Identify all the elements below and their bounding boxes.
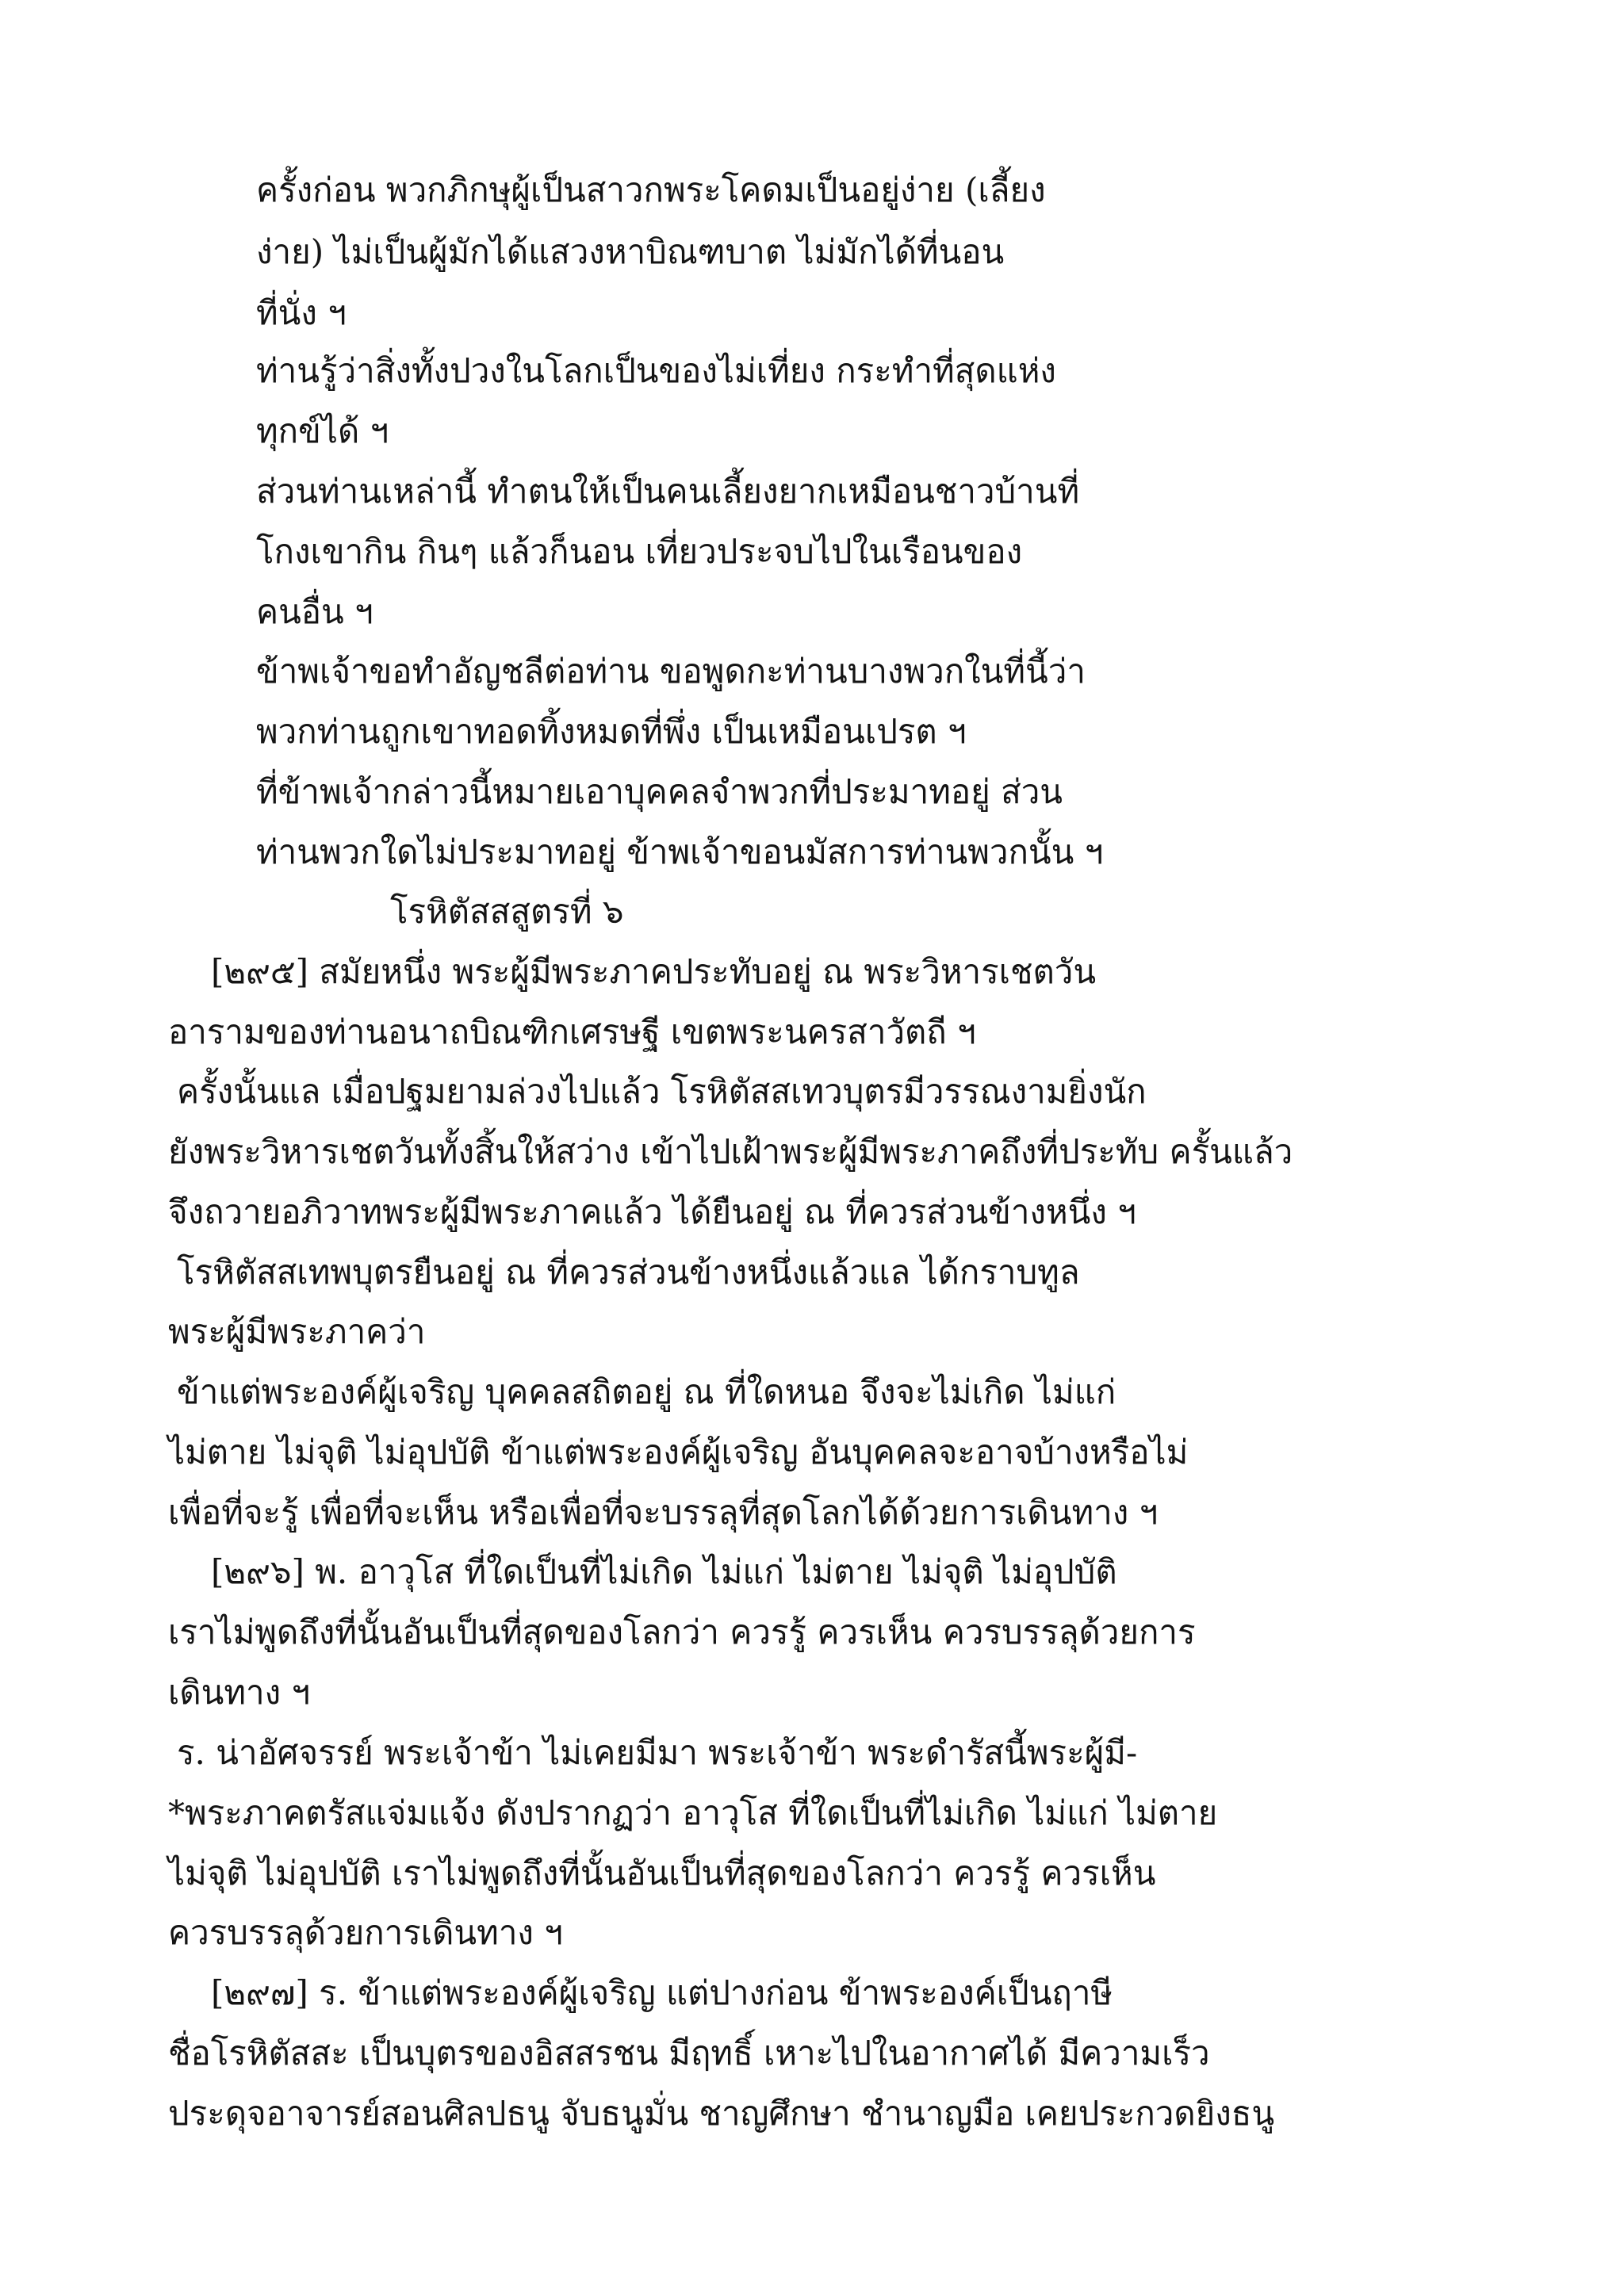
verse-line: ท่านรู้ว่าสิ่งทั้งปวงในโลกเป็นของไม่เที่ยง กระทำที่สุดแห่ง bbox=[256, 351, 1056, 390]
paragraph-line: โรหิตัสสเทพบุตรยืนอยู่ ณ ที่ควรส่วนข้างหนึ่งแล้วแล ได้กราบทูล bbox=[177, 1253, 1080, 1292]
paragraph-line: จึงถวายอภิวาทพระผู้มีพระภาคแล้ว ได้ยืนอยู่ ณ ที่ควรส่วนข้างหนึ่ง ฯ bbox=[168, 1192, 1136, 1231]
paragraph-line: ควรบรรลุด้วยการเดินทาง ฯ bbox=[168, 1913, 563, 1952]
paragraph-line: เราไม่พูดถึงที่นั้นอันเป็นที่สุดของโลกว่า ควรรู้ ควรเห็น ควรบรรลุด้วยการ bbox=[168, 1613, 1196, 1651]
paragraph-line: ชื่อโรหิตัสสะ เป็นบุตรของอิสสรชน มีฤทธิ์ เหาะไปในอากาศได้ มีความเร็ว bbox=[168, 2034, 1210, 2072]
verse-line: ที่นั่ง ฯ bbox=[256, 293, 347, 332]
verse-line: ทุกข์ได้ ฯ bbox=[256, 411, 389, 450]
paragraph-line: อารามของท่านอนาถบิณฑิกเศรษฐี เขตพระนครสาวัตถี ฯ bbox=[168, 1012, 976, 1051]
paragraph-line: ไม่จุติ ไม่อุปบัติ เราไม่พูดถึงที่นั้นอันเป็นที่สุดของโลกว่า ควรรู้ ควรเห็น bbox=[168, 1854, 1156, 1892]
paragraph-line: ข้าแต่พระองค์ผู้เจริญ บุคคลสถิตอยู่ ณ ที่ใดหนอ จึงจะไม่เกิด ไม่แก่ bbox=[177, 1372, 1116, 1411]
verse-line: ครั้งก่อน พวกภิกษุผู้เป็นสาวกพระโคดมเป็นอยู่ง่าย (เลี้ยง bbox=[256, 170, 1046, 209]
paragraph-line: [๒๙๖] พ. อาวุโส ที่ใดเป็นที่ไม่เกิด ไม่แก่ ไม่ตาย ไม่จุติ ไม่อุปบัติ bbox=[211, 1552, 1117, 1591]
paragraph-line: ยังพระวิหารเชตวันทั้งสิ้นให้สว่าง เข้าไปเฝ้าพระผู้มีพระภาคถึงที่ประทับ ครั้นแล้ว bbox=[168, 1132, 1293, 1171]
verse-line: ง่าย) ไม่เป็นผู้มักได้แสวงหาบิณฑบาต ไม่มักได้ที่นอน bbox=[256, 232, 1005, 271]
paragraph-line: พระผู้มีพระภาคว่า bbox=[168, 1312, 426, 1351]
paragraph-line: ไม่ตาย ไม่จุติ ไม่อุปบัติ ข้าแต่พระองค์ผู้เจริญ อันบุคคลจะอาจบ้างหรือไม่ bbox=[168, 1433, 1189, 1471]
paragraph-line: [๒๙๕] สมัยหนึ่ง พระผู้มีพระภาคประทับอยู่ ณ พระวิหารเชตวัน bbox=[211, 952, 1097, 991]
paragraph-line: *พระภาคตรัสแจ่มแจ้ง ดังปรากฏว่า อาวุโส ที่ใดเป็นที่ไม่เกิด ไม่แก่ ไม่ตาย bbox=[168, 1793, 1218, 1832]
verse-line: โกงเขากิน กินๆ แล้วก็นอน เที่ยวประจบไปในเรือนของ bbox=[256, 532, 1023, 571]
paragraph-line: ประดุจอาจารย์สอนศิลปธนู จับธนูมั่น ชาญศึกษา ชำนาญมือ เคยประกวดยิงธนู bbox=[168, 2094, 1275, 2133]
verse-line: พวกท่านถูกเขาทอดทิ้งหมดที่พึ่ง เป็นเหมือนเปรต ฯ bbox=[256, 712, 967, 751]
paragraph-line: ครั้งนั้นแล เมื่อปฐมยามล่วงไปแล้ว โรหิตัสสเทวบุตรมีวรรณงามยิ่งนัก bbox=[177, 1072, 1147, 1111]
verse-line: ที่ข้าพเจ้ากล่าวนี้หมายเอาบุคคลจำพวกที่ประมาทอยู่ ส่วน bbox=[256, 772, 1063, 811]
paragraph-line: [๒๙๗] ร. ข้าแต่พระองค์ผู้เจริญ แต่ปางก่อน ข้าพระองค์เป็นฤาษี bbox=[211, 1973, 1113, 2012]
verse-line: ท่านพวกใดไม่ประมาทอยู่ ข้าพเจ้าขอนมัสการท่านพวกนั้น ฯ bbox=[256, 832, 1104, 871]
verse-line: ส่วนท่านเหล่านี้ ทำตนให้เป็นคนเลี้ยงยากเหมือนชาวบ้านที่ bbox=[256, 472, 1080, 511]
paragraph-line: เดินทาง ฯ bbox=[168, 1673, 311, 1712]
verse-line: ข้าพเจ้าขอทำอัญชลีต่อท่าน ขอพูดกะท่านบางพวกในที่นี้ว่า bbox=[256, 652, 1086, 691]
section-title: โรหิตัสสสูตรที่ ๖ bbox=[390, 892, 624, 931]
paragraph-line: ร. น่าอัศจรรย์ พระเจ้าข้า ไม่เคยมีมา พระเจ้าข้า พระดำรัสนี้พระผู้มี- bbox=[177, 1733, 1138, 1772]
paragraph-line: เพื่อที่จะรู้ เพื่อที่จะเห็น หรือเพื่อที่จะบรรลุที่สุดโลกได้ด้วยการเดินทาง ฯ bbox=[168, 1493, 1159, 1532]
verse-line: คนอื่น ฯ bbox=[256, 592, 373, 631]
